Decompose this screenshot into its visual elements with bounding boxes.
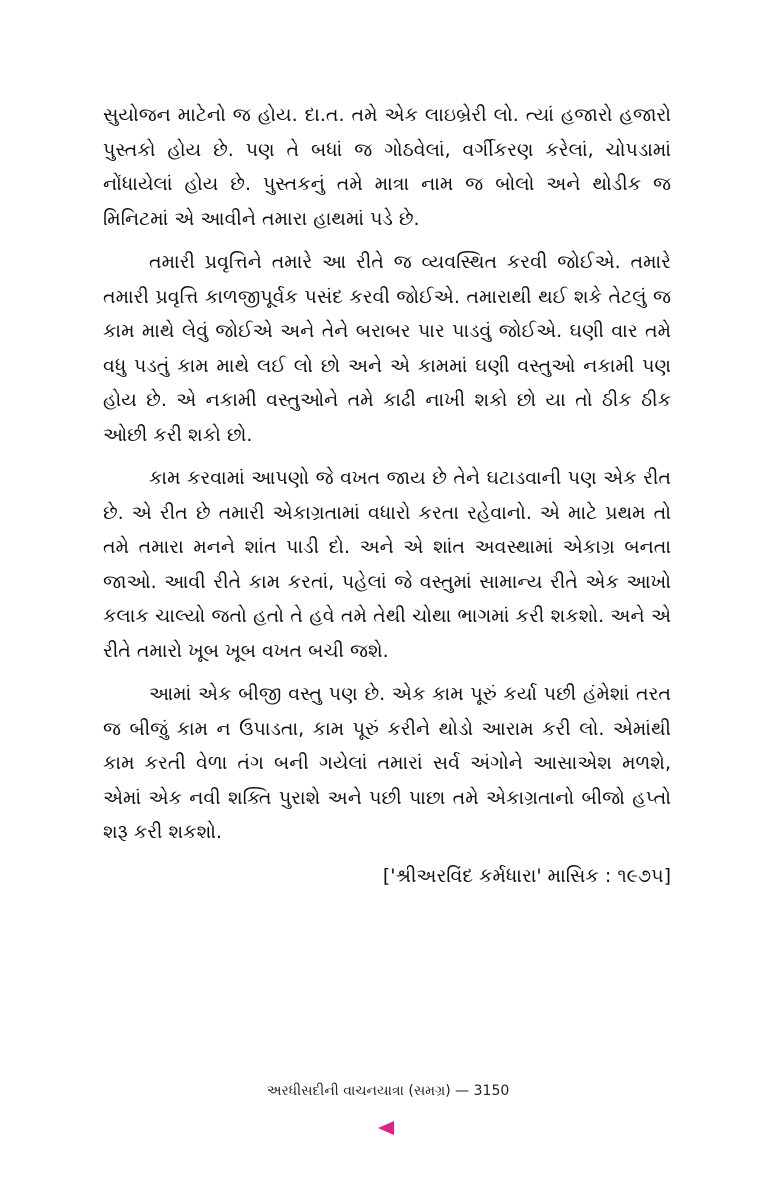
paragraph-3: કામ કરવામાં આપણો જે વખત જાય છે તેને ઘટાડવાની પણ એક રીત છે. એ રીત છે તમારી એકાગ્રતામાં વધારો કરતા રહેવાનો. એ માટે પ્રથમ તો તમે તમારા મનને શાંત પાડી દો. અને એ શાંત અવસ્થામાં એકાગ્ર બનતા જાઓ. આવી રીતે કામ કરતાં, પહેલાં જે વસ્તુમાં સામાન્ય રીતે એક આખો કલાક ચાલ્યો જતો હતો તે હવે તમે તેથી ચોથા ભાગમાં કરી શકશો. અને એ રીતે તમારો ખૂબ ખૂબ વખત બચી જશે. (103, 467, 671, 662)
source-citation: ['શ્રીઅરવિંદ કર્મધારા' માસિક : ૧૯૭૫] (382, 864, 671, 887)
paragraph-1: સુયોજન માટેનો જ હોય. દા.ત. તમે એક લાઇબ્રેરી લો. ત્યાં હજારો હજારો પુસ્તકો હોય છે. પણ તે બધાં જ ગોઠવેલાં, વર્ગીકરણ કરેલાં, ચોપડામાં નોંધાયેલાં હોય છે. પુસ્તકનું તમે માત્રા નામ જ બોલો અને થોડીક જ મિનિટમાં એ આવીને તમારા હાથમાં પડે છે. (103, 104, 671, 230)
previous-page-arrow-icon[interactable] (378, 1121, 394, 1135)
paragraph-2: તમારી પ્રવૃત્તિને તમારે આ રીતે જ વ્યવસ્થિત કરવી જોઈએ. તમારે તમારી પ્રવૃત્તિ કાળજીપૂર્વક પસંદ કરવી જોઈએ. તમારાથી થઈ શકે તેટલું જ કામ માથે લેવું જોઈએ અને તેને બરાબર પાર પાડવું જોઈએ. ઘણી વાર તમે વધુ પડતું કામ માથે લઈ લો છો અને એ કામમાં ઘણી વસ્તુઓ નકામી પણ હોય છે. એ નકામી વસ્તુઓને તમે કાઢી નાખી શકો છો યા તો ઠીક ઠીક ઓછી કરી શકો છો. (103, 251, 671, 446)
page-footer: અરધીસદીની વાચનયાત્રા (સમગ્ર) — 3150 (266, 1083, 510, 1099)
paragraph-4: આમાં એક બીજી વસ્તુ પણ છે. એક કામ પૂરું કર્યા પછી હંમેશાં તરત જ બીજું કામ ન ઉપાડતા, કામ પૂરું કરીને થોડો આરામ કરી લો. એમાંથી કામ કરતી વેળા તંગ બની ગયેલાં તમારાં સર્વ અંગોને આસાએશ મળશે, એમાં એક નવી શક્તિ પુરાશે અને પછી પાછા તમે એકાગ્રતાનો બીજો હપ્તો શરૂ કરી શકશો. (103, 683, 671, 843)
body-text (103, 98, 671, 893)
